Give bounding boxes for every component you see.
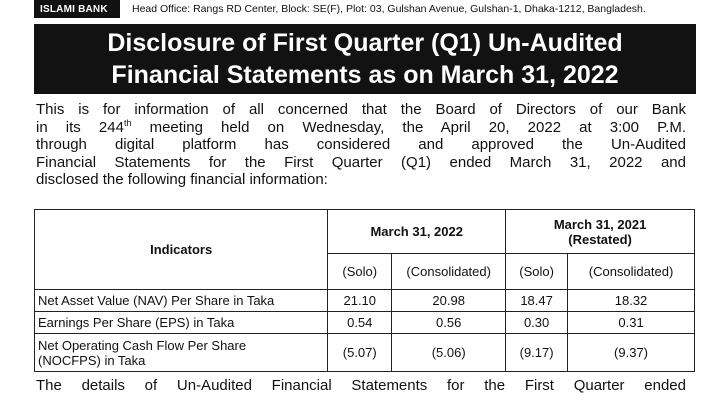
cell-value: 0.54 [328, 312, 392, 334]
cell-value: 21.10 [328, 290, 392, 312]
table-row [35, 334, 695, 372]
header-bar [0, 0, 720, 20]
intro-line: Financial Statements for the First Quarter (Q1) ended March 31, 2022 and [36, 153, 686, 171]
indicators-header: Indicators [35, 210, 328, 290]
consolidated-header: (Consolidated) [392, 254, 506, 290]
intro-text: meeting held on Wednesday, the April 20, 2022 at 3:00 P.M. [131, 118, 686, 136]
cell-value: 0.31 [568, 312, 695, 334]
period-2022-header: March 31, 2022 [328, 210, 506, 254]
solo-header: (Solo) [328, 254, 392, 290]
table-row [35, 312, 695, 334]
intro-line [36, 119, 686, 137]
cell-value: 0.30 [506, 312, 568, 334]
intro-paragraph [36, 101, 686, 189]
intro-line: This is for information of all concerned that the Board of Directors of our Bank [36, 101, 686, 118]
table-row [35, 290, 695, 312]
cell-value: 18.47 [506, 290, 568, 312]
consolidated-header: (Consolidated) [568, 254, 695, 290]
cell-value: (5.06) [392, 334, 506, 372]
row-label: Net Asset Value (NAV) Per Share in Taka [35, 290, 328, 312]
financial-table [34, 209, 695, 372]
row-label [35, 334, 328, 372]
table-header-row [35, 210, 695, 254]
solo-header: (Solo) [506, 254, 568, 290]
title-banner [34, 24, 696, 94]
bank-logo [34, 0, 120, 18]
head-office-address: Head Office: Rangs RD Center, Block: SE(F), Plot: 03, Gulshan Avenue, Gulshan-1, Dhaka-1212, Bangladesh. [132, 3, 646, 15]
logo-text: ISLAMI BANK [40, 4, 108, 15]
ordinal-suffix: th [123, 117, 132, 128]
cell-value: 0.56 [392, 312, 506, 334]
intro-text: in its 244 [36, 118, 124, 136]
period-2021-header [506, 210, 695, 254]
title-line-2: Financial Statements as on March 31, 2022 [111, 61, 619, 89]
cell-value: 20.98 [392, 290, 506, 312]
intro-line: disclosed the following financial information: [36, 171, 328, 189]
row-label-line: (NOCFPS) in Taka [38, 352, 146, 368]
period-2021-label: March 31, 2021 [553, 216, 647, 232]
row-label: Earnings Per Share (EPS) in Taka [35, 312, 328, 334]
cell-value: (5.07) [328, 334, 392, 372]
intro-line: through digital platform has considered and approved the Un-Audited [36, 136, 686, 154]
cell-value: 18.32 [568, 290, 695, 312]
title-line-1: Disclosure of First Quarter (Q1) Un-Audited [107, 29, 623, 57]
footer-line: The details of Un-Audited Financial Statements for the First Quarter ended [36, 377, 686, 394]
cell-value: (9.17) [506, 334, 568, 372]
row-label-line: Net Operating Cash Flow Per Share [38, 337, 247, 353]
restated-label: (Restated) [568, 231, 632, 247]
footer-paragraph [36, 377, 686, 395]
cell-value: (9.37) [568, 334, 695, 372]
